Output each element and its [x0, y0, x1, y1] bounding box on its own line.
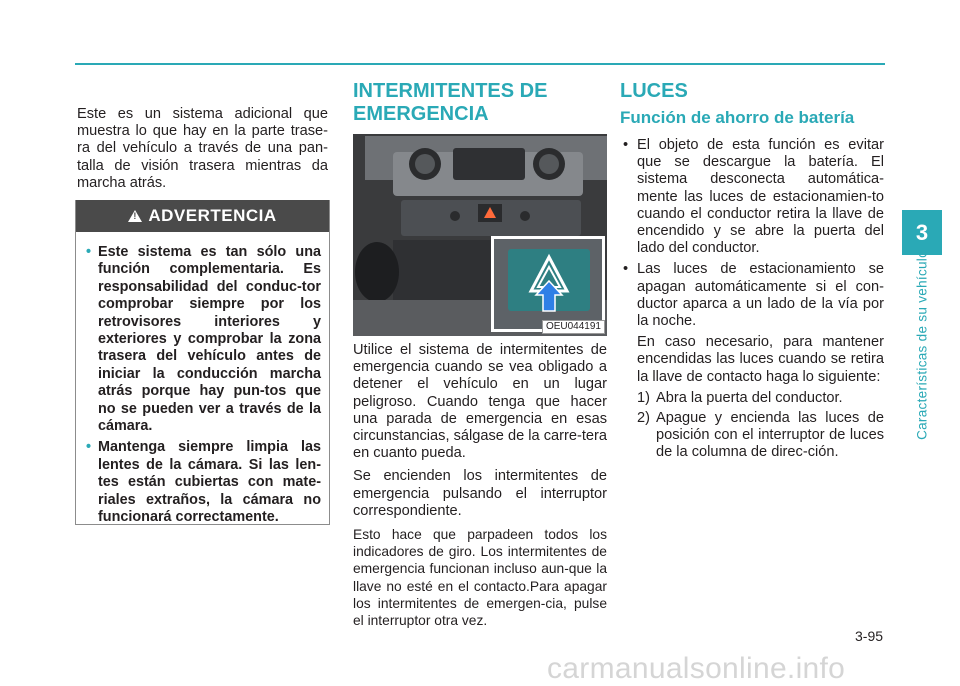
- hazard-paragraph: Se encienden los intermitentes de emergencia pulsando el interruptor correspondiente.: [353, 468, 607, 519]
- intro-paragraph: Este es un sistema adicional que muestra lo que hay en la parte trase-ra del vehículo a través de una pan-talla de visión trasera mientras da marcha atrás.: [77, 106, 328, 191]
- step-number: 2): [637, 410, 650, 427]
- lights-column: [620, 80, 884, 466]
- hazard-switch-photo: [353, 134, 607, 336]
- lights-note: En caso necesario, para mantener encendidas las luces cuando se retira la llave de contacto haga lo siguiente:: [637, 334, 884, 385]
- lights-bullet-list: [620, 137, 884, 462]
- lights-bullet: • El objeto de esta función es evitar que se descargue la batería. El sistema desconecta automática-mente las luces de estacionamien-to cuando el conductor retira la llave de encendido y se abre la puerta del lado del conductor.: [620, 137, 884, 257]
- lights-bullet-group: [620, 261, 884, 461]
- warning-triangle-icon: [128, 210, 142, 222]
- hazard-switch-inset: [491, 236, 605, 332]
- warning-box: [75, 200, 330, 525]
- hazard-column: [353, 80, 607, 629]
- step-number: 1): [637, 389, 650, 406]
- lights-subtitle: Función de ahorro de batería: [620, 108, 855, 127]
- lights-step: [637, 410, 884, 462]
- left-column: [77, 106, 328, 192]
- warning-item: • Este sistema es tan sólo una función complementaria. Es responsabilidad del conduc-tor comprobar siempre por los retrovisores interiores y exteriores y comprobar la zona trasera del vehículo antes de iniciar la conducción marcha atrás porque hay pun-tos que no se pueden ver a través de la cámara.: [86, 244, 321, 435]
- chapter-number-tab: 3: [902, 210, 942, 255]
- warning-header: [76, 200, 329, 232]
- step-text: Apague y encienda las luces de posición con el interruptor de luces de la columna de direc-ción.: [656, 410, 884, 461]
- step-text: Abra la puerta del conductor.: [656, 389, 843, 406]
- warning-title: ADVERTENCIA: [148, 206, 277, 225]
- watermark: carmanualsonline.info: [547, 652, 846, 685]
- hazard-button-illustration: [494, 239, 602, 329]
- chapter-title: Características de su vehículo: [914, 250, 930, 440]
- hazard-paragraph: Esto hace que parpadeen todos los indicadores de giro. Los intermitentes de emergencia funcionan incluso aun-que la llave no esté en el contacto.Para apagar los intermitentes de emergen-cia, pulse el interruptor otra vez.: [353, 527, 607, 629]
- page-number: 3-95: [855, 628, 884, 644]
- warning-item: • Mantenga siempre limpia las lentes de la cámara. Si las len-tes están cubiertas con mate-riales extraños, la cámara no funcionará correctamente.: [86, 439, 321, 526]
- lights-bullet: • Las luces de estacionamiento se apagan automáticamente si el con-ductor aparca a un lado de la vía por la noche.: [637, 261, 884, 330]
- hazard-section-title: INTERMITENTES DE EMERGENCIA: [353, 80, 548, 125]
- top-rule: [75, 63, 885, 65]
- lights-steps: [637, 390, 884, 462]
- image-caption: OEU044191: [542, 320, 605, 334]
- hazard-paragraph: Utilice el sistema de intermitentes de emergencia cuando se vea obligado a detener el vehículo en un lugar peligroso. Cuando tenga que hacer una parada de emergencia en esas circunstancias, sálgase de la carre-tera en cuanto pueda.: [353, 342, 607, 462]
- lights-step: [637, 390, 884, 407]
- warning-list: [76, 244, 329, 527]
- lights-section-title: LUCES: [620, 80, 688, 102]
